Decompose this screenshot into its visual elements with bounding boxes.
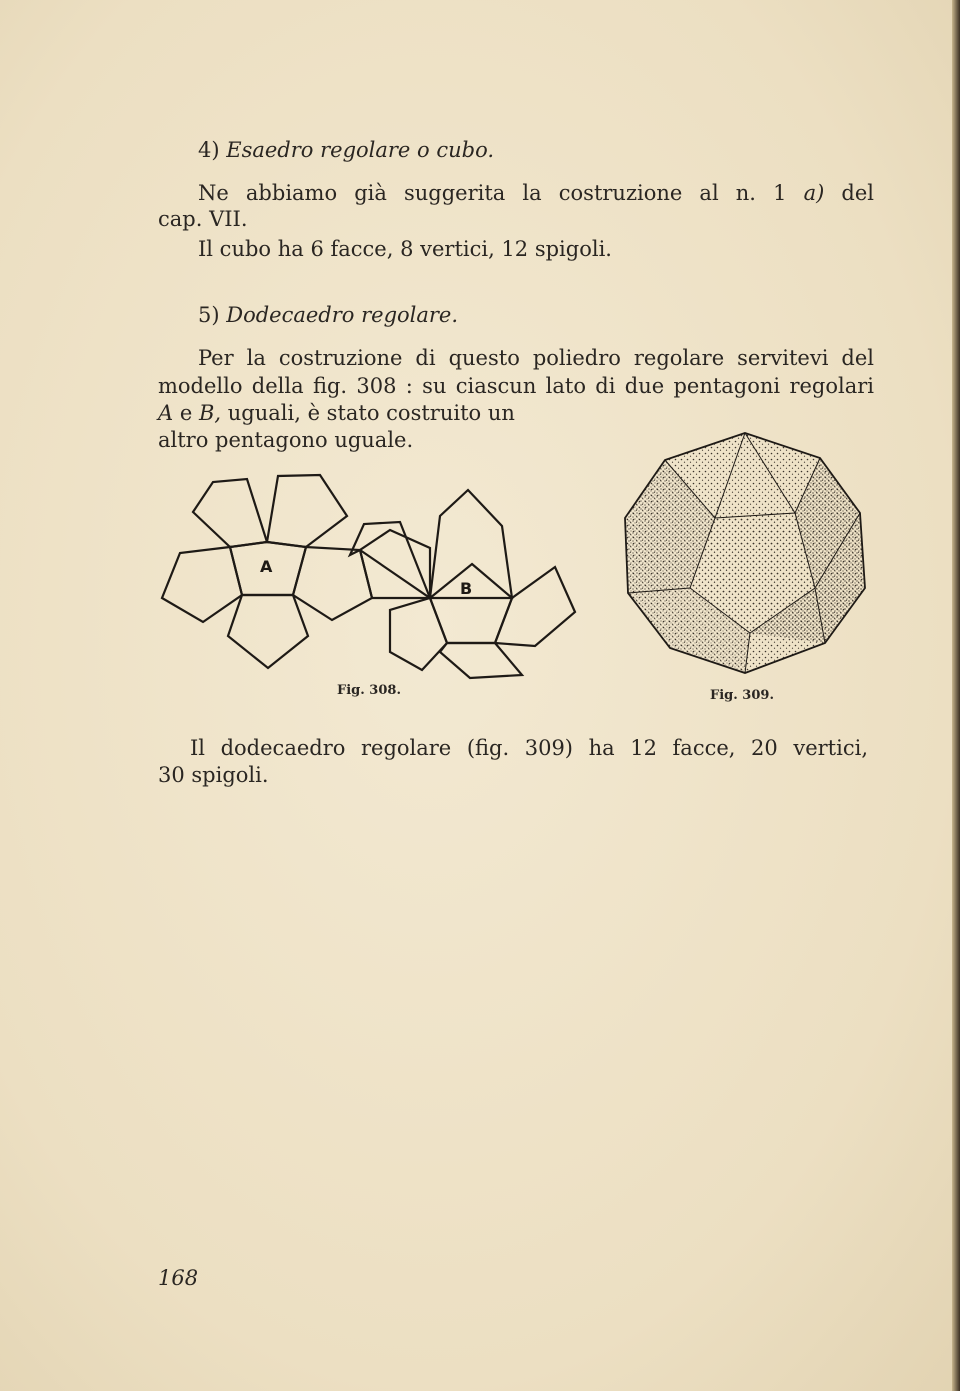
fig309-caption: Fig. 309. [710, 688, 774, 703]
section4-heading [198, 137, 494, 163]
section4-line1-end: del [841, 181, 874, 205]
closing-line1: Il dodecaedro regolare (fig. 309) ha 12 facce, 20 vertici, [190, 736, 868, 760]
section5-line1: Per la costruzione di questo poliedro regolare servitevi del [198, 346, 874, 370]
pentagon-a-bottom [228, 595, 308, 668]
label-b-ref: B, [198, 401, 222, 425]
section4-line2: cap. VII. [158, 207, 248, 231]
section5-line3-rest: uguali, è stato costruito un [227, 401, 515, 425]
section5-heading [198, 302, 458, 328]
pentagon-b-bottom-left [390, 598, 447, 670]
page-binding-edge [952, 0, 960, 1391]
section4-line1 [198, 180, 874, 206]
fig308-caption: Fig. 308. [337, 683, 401, 698]
fig308-net-diagram [150, 460, 590, 690]
pentagon-b-bottom [440, 643, 522, 678]
section5-line2: modello della fig. 308 : su ciascun lato di due pentagoni regolari [158, 374, 874, 398]
fig309-dodecahedron-drawing [620, 428, 870, 678]
fig308-label-a: A [260, 557, 273, 576]
section4-ref: a) [803, 181, 825, 205]
pentagon-a-top-right [267, 475, 347, 547]
section4-line3: Il cubo ha 6 facce, 8 vertici, 12 spigoli. [198, 237, 612, 261]
fig308-label-b: B [460, 579, 473, 598]
section5-line4: altro pentagono uguale. [158, 428, 414, 452]
pentagon-b-right [495, 567, 575, 646]
closing-line2: 30 spigoli. [158, 763, 269, 787]
section4-number: 4) [198, 138, 220, 162]
section5-number: 5) [198, 303, 220, 327]
section5-line3-mid: e [179, 401, 193, 425]
pentagon-a-top-left [193, 479, 267, 547]
label-a-ref: A [158, 401, 174, 425]
section4-title: Esaedro regolare o cubo. [226, 138, 495, 162]
pentagon-a-right [293, 547, 372, 620]
section4-line1-text: Ne abbiamo già suggerita la costruzione al n. 1 [198, 181, 787, 205]
pentagon-a-left [162, 547, 242, 622]
section5-title: Dodecaedro regolare. [226, 303, 459, 327]
page-number: 168 [158, 1266, 199, 1290]
section5-line3 [158, 400, 515, 426]
pentagon-connector [360, 530, 430, 598]
